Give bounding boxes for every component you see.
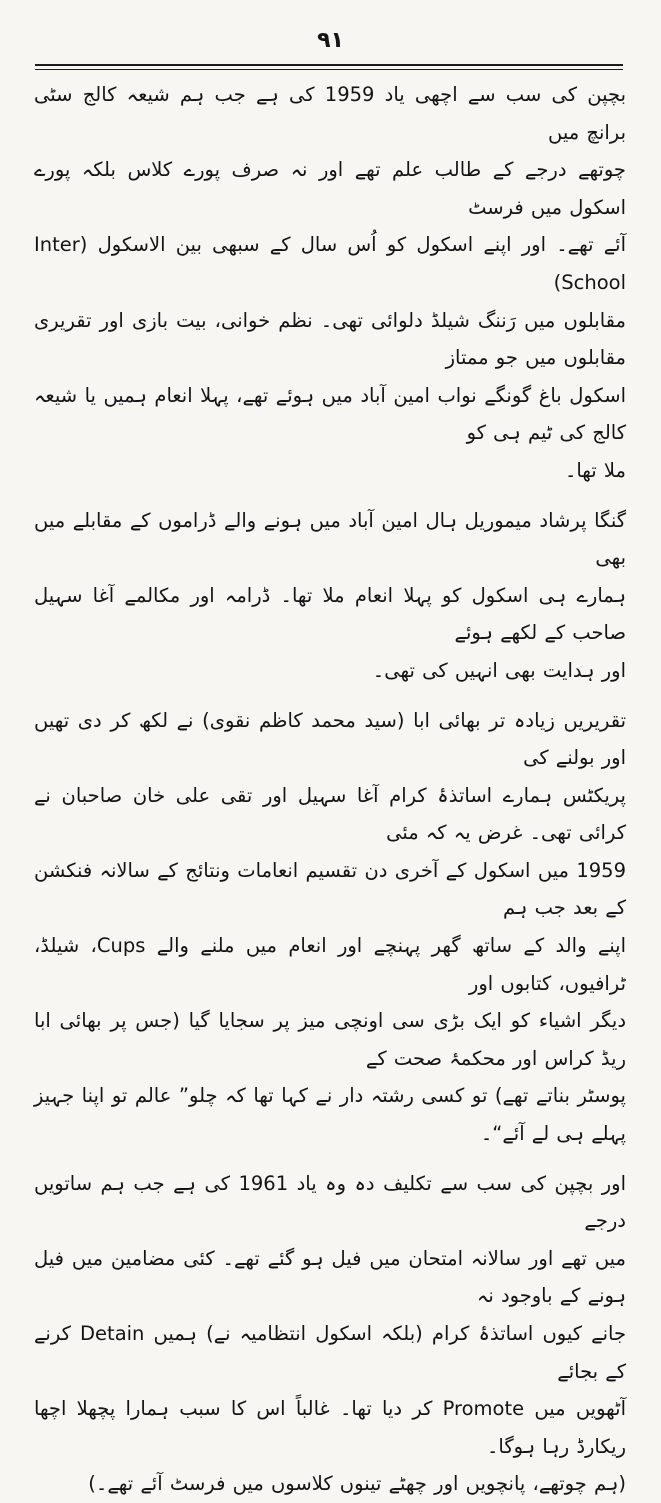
page-number: ۹۱: [317, 28, 344, 53]
paragraph-4: [34, 1165, 626, 1503]
paragraph-3: [34, 702, 626, 1153]
text-line: گنگا پرشاد میموریل ہال امین آباد میں ہونے والے ڈراموں کے مقابلے میں بھی: [34, 508, 626, 570]
text-line: آئے تھے۔ اور اپنے اسکول کو اُس سال کے سبھی بین الاسکول (Inter School): [34, 233, 626, 294]
header-rule-thin: [35, 69, 623, 70]
text-line: پوسٹر بناتے تھے) تو کسی رشتہ دار نے کہا تھا کہ چلو” عالم تو اپنا جہیز پہلے ہی لے آئے“۔: [34, 1084, 626, 1146]
text-line: (ہم چوتھے، پانچویں اور چھٹے تینوں کلاسوں میں فرسٹ آئے تھے۔): [88, 1472, 626, 1496]
text-line: پریکٹس ہمارے اساتذۂ کرام آغا سہیل اور تقی علی خان صاحبان نے کرائی تھی۔ غرض یہ کہ مئی: [34, 783, 626, 845]
text-line: ہمارے ہی اسکول کو پہلا انعام ملا تھا۔ ڈرامہ اور مکالمے آغا سہیل صاحب کے لکھے ہوئے: [34, 583, 626, 645]
text-line: اور ہدایت بھی انہیں کی تھی۔: [372, 658, 626, 682]
text-line: ملا تھا۔: [564, 458, 626, 482]
text-line: اسکول باغ گونگے نواب امین آباد میں ہوئے تھے، پہلا انعام ہمیں یا شیعہ کالج کی ٹیم ہی کو: [34, 383, 626, 445]
paragraph-1: [34, 76, 626, 490]
text-line: آٹھویں میں Promote کر دیا تھا۔ غالباً اس کا سبب ہمارا پچھلا اچھا ریکارڈ رہا ہوگا۔: [34, 1397, 626, 1458]
text-line: اور بچپن کی سب سے تکلیف دہ وہ یاد 1961 کی ہے جب ہم ساتویں درجے: [34, 1171, 627, 1233]
header-rule-thick: [35, 64, 623, 66]
body-text: [34, 76, 626, 1503]
text-line: چوتھے درجے کے طالب علم تھے اور نہ صرف پورے کلاس بلکہ پورے اسکول میں فرسٹ: [34, 158, 626, 219]
paragraph-2: [34, 502, 626, 690]
text-line: میں تھے اور سالانہ امتحان میں فیل ہو گئے تھے۔ کئی مضامین میں فیل ہونے کے باوجود نہ: [34, 1246, 626, 1308]
text-line: اپنے والد کے ساتھ گھر پہنچے اور انعام میں ملنے والے Cups، شیلڈ، ٹرافیوں، کتابوں اور: [34, 934, 626, 995]
text-line: تقریریں زیادہ تر بھائی ابا (سید محمد کاظم نقوی) نے لکھ کر دی تھیں اور بولنے کی: [34, 708, 626, 770]
text-line: دیگر اشیاء کو ایک بڑی سی اونچی میز پر سجایا گیا (جس پر بھائی ابا ریڈ کراس اور محکمۂ صحت کے: [34, 1009, 626, 1070]
text-line: 1959 میں اسکول کے آخری دن تقسیم انعامات ونتائج کے سالانہ فنکشن کے بعد جب ہم: [34, 858, 626, 920]
text-line: جانے کیوں اساتذۂ کرام (بلکہ اسکول انتظامیہ نے) ہمیں Detain کرنے کے بجائے: [34, 1322, 626, 1383]
text-line: مقابلوں میں رَننگ شیلڈ دلوائی تھی۔ نظم خوانی، بیت بازی اور تقریری مقابلوں میں جو ممتاز: [34, 308, 626, 370]
text-line: بچپن کی سب سے اچھی یاد 1959 کی ہے جب ہم شیعہ کالج سٹی برانچ میں: [34, 83, 626, 144]
